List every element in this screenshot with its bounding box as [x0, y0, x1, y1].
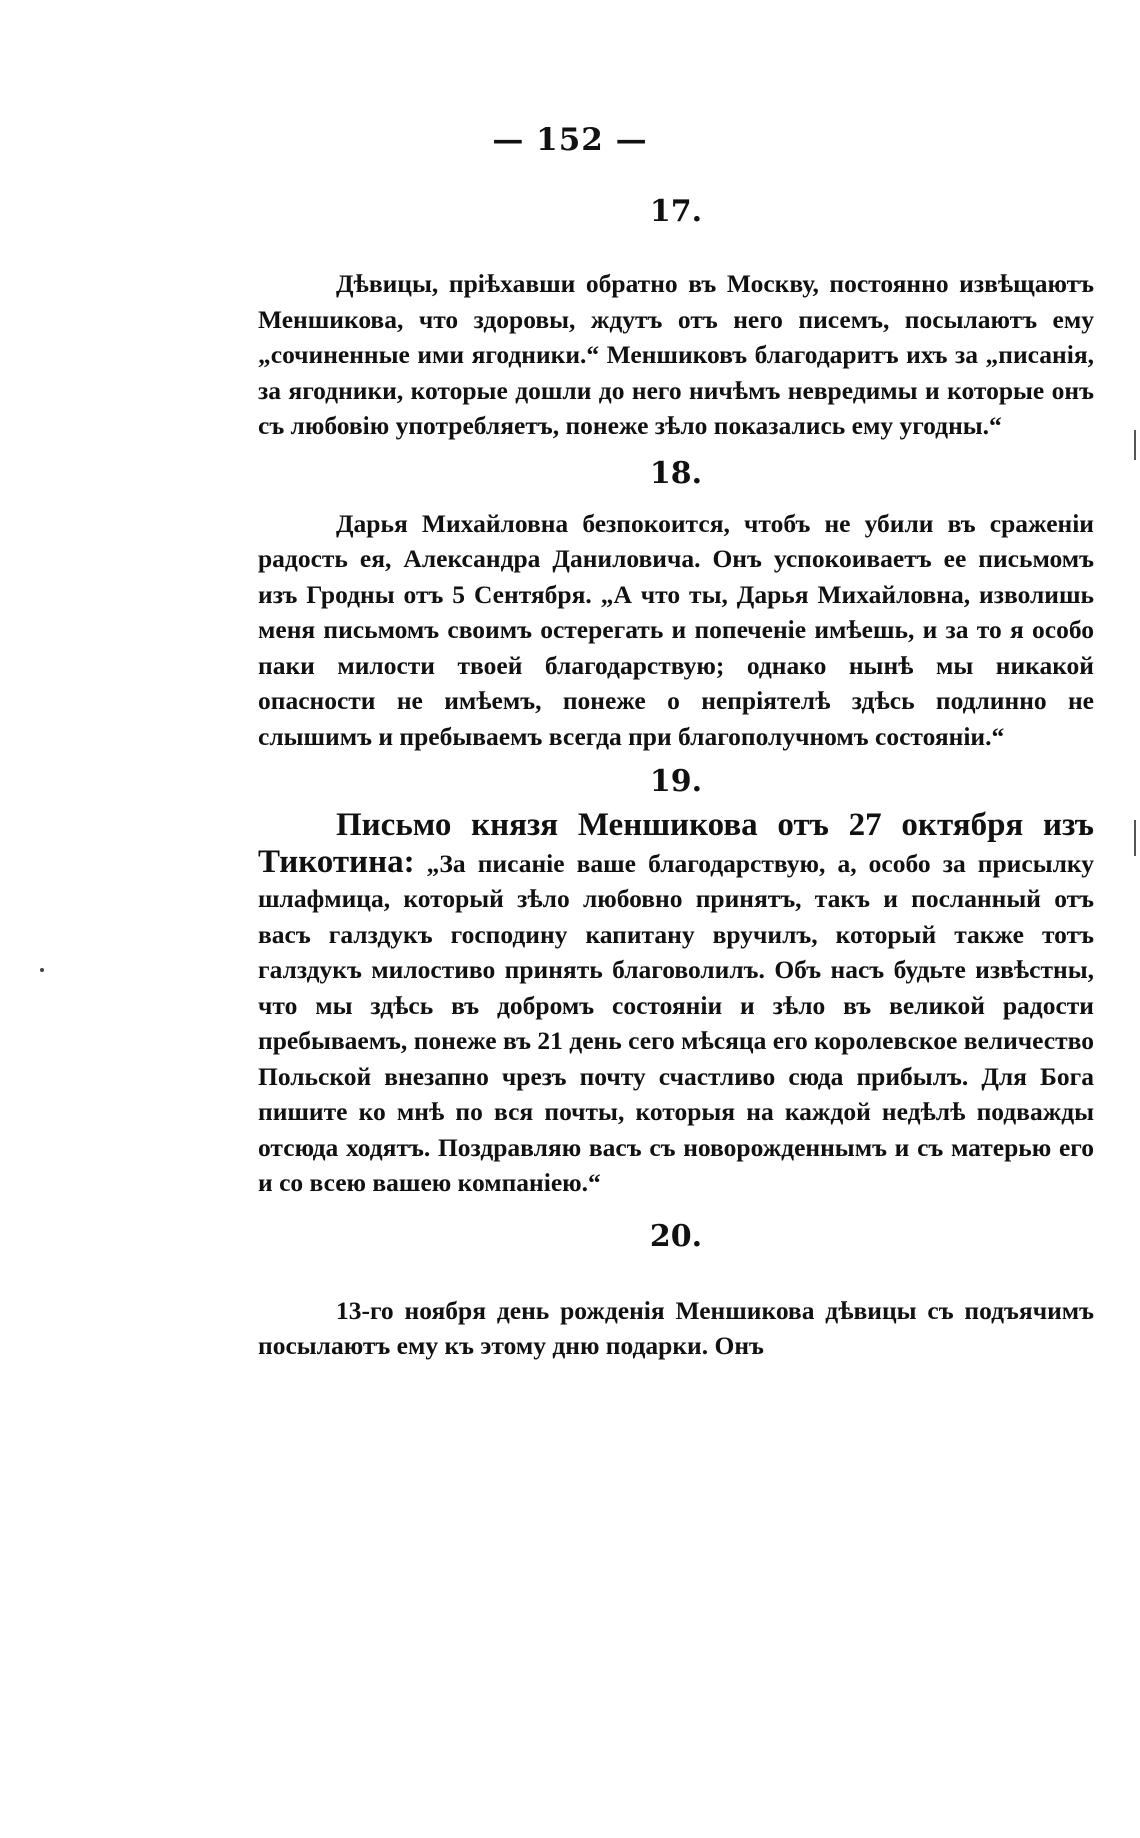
- page-number: — 152 —: [492, 122, 648, 158]
- section-number-20: 20.: [649, 1218, 703, 1254]
- letter-text: „За писаніе ваше благодарствую, а, особо за присылку шлафмица, который зѣло любовно принятъ, такъ и посланный отъ васъ галздукъ господину капитану вручилъ, который также тотъ галздукъ милостиво принять благоволилъ. Объ насъ будьте извѣстны, что мы здѣсь въ добромъ состояніи и зѣло въ великой радости пребываемъ, понеже въ 21 день сего мѣсяца его королевское величество Польской внезапно чрезъ почту счастливо сюда прибылъ. Для Бога пишите ко мнѣ по вся почты, которыя на каждой недѣлѣ подважды отсюда ходятъ. Поздравляю васъ съ новорожденнымъ и съ матерью его и со всею вашею компаніею.“: [258, 848, 1094, 1197]
- page-body: [258, 192, 1094, 1364]
- section-number-18: 18.: [649, 455, 703, 491]
- section-number-19: 19.: [649, 764, 703, 799]
- paragraph-19: [258, 808, 1094, 1201]
- scan-edge-mark: [1134, 430, 1136, 460]
- scan-speck: [40, 968, 44, 972]
- paragraph-17: Дѣвицы, пріѣхавши обратно въ Москву, постоянно извѣщаютъ Меншикова, что здоровы, ждутъ отъ него писемъ, посылаютъ ему „сочиненные ими ягодники.“ Меншиковъ благодаритъ ихъ за „писанія, за ягодники, которые дошли до него ничѣмъ невредимы и которые онъ съ любовію употребляетъ, понеже зѣло показались ему угодны.“: [258, 269, 1094, 440]
- section-number-17: 17.: [649, 194, 703, 229]
- scan-edge-mark: [1134, 820, 1136, 856]
- paragraph-20: 13-го ноября день рожденія Меншикова дѣвицы съ подъячимъ посылаютъ ему къ этому дню подарки. Онъ: [258, 1295, 1094, 1360]
- paragraph-18: Дарья Михайловна безпокоится, чтобъ не убили въ сраженіи радость ея, Александра Даниловича. Онъ успокоиваетъ ее письмомъ изъ Гродны отъ 5 Сентября. „А что ты, Дарья Михайловна, изволишь меня письмомъ своимъ остерегать и попеченіе имѣешь, и за то я особо паки милости твоей благодарствую; однако нынѣ мы никакой опасности не имѣемъ, понеже о непріятелѣ здѣсь подлинно не слышимъ и пребываемъ всегда при благополучномъ состояніи.“: [258, 508, 1094, 751]
- letter-heading: Письмо князя Меншикова отъ 27 октября изъ Тикотина:: [258, 807, 1094, 880]
